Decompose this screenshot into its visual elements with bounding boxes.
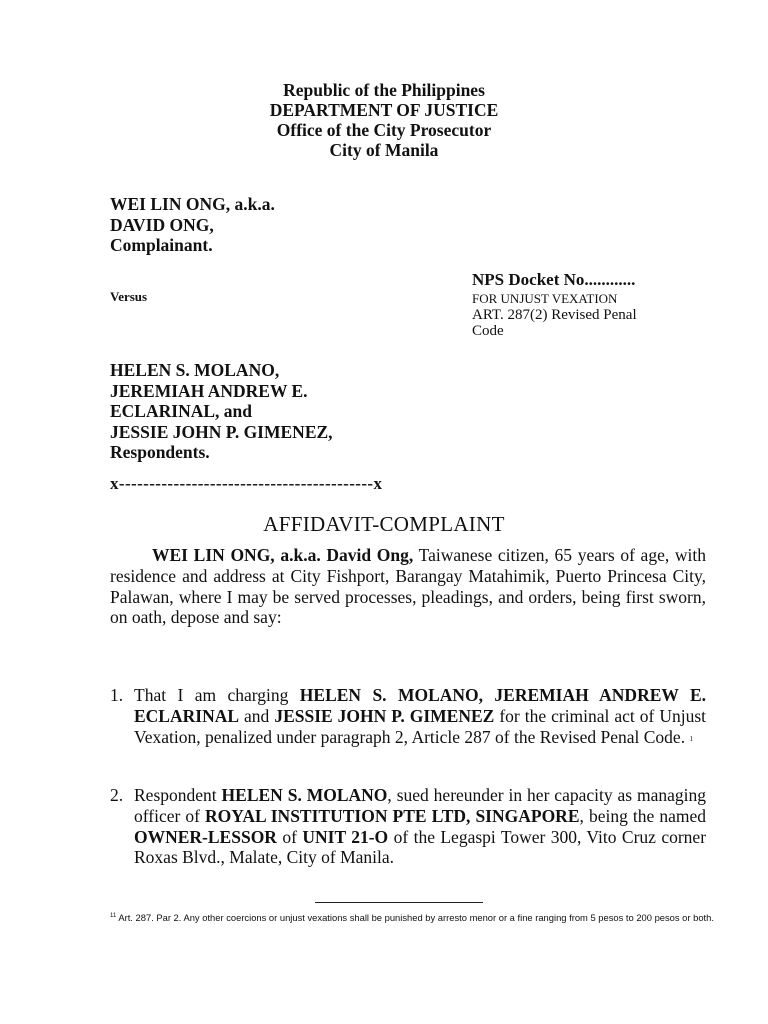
- complainant-block: [110, 194, 275, 256]
- allegation-item-1: [110, 685, 706, 747]
- item-text: of the Legaspi Tower 300, Vito Cruz corner Roxas Blvd., Malate, City of Manila.: [134, 826, 707, 868]
- item-number: 1.: [110, 685, 124, 705]
- footnote: [110, 910, 730, 925]
- respondents-label: Respondents.: [110, 442, 210, 462]
- footnote-divider: [315, 902, 483, 903]
- item-role-bold: OWNER-LESSOR: [134, 826, 277, 847]
- item-text: of: [282, 826, 297, 847]
- complainant-name: WEI LIN ONG, a.k.a.: [110, 194, 275, 214]
- complainant-label: Complainant.: [110, 235, 213, 255]
- complainant-alias: DAVID ONG,: [110, 214, 214, 235]
- footnote-text: Art. 287. Par 2. Any other coercions or unjust vexations shall be punished by arresto menor or a fine ranging from 5 pesos to 200 pesos or both.: [118, 912, 714, 924]
- item-text: for the criminal act of Unjust Vexation, penalized under paragraph 2, Article 287 of the Revised Penal Code.: [134, 705, 707, 747]
- document-title: AFFIDAVIT-COMPLAINT: [263, 512, 505, 536]
- header-republic: Republic of the Philippines: [283, 80, 485, 100]
- item-respondent-bold: JESSIE JOHN P. GIMENEZ: [274, 705, 495, 726]
- item-text: , being the named: [579, 805, 706, 826]
- respondent-line-2: JEREMIAH ANDREW E.: [110, 380, 308, 401]
- intro-paragraph: [110, 545, 706, 628]
- item-unit-bold: UNIT 21-O: [302, 826, 389, 847]
- item-text: Respondent: [134, 785, 217, 805]
- docket-article-code: Code: [472, 323, 504, 339]
- docket-number: NPS Docket No............: [472, 270, 636, 289]
- item-respondent-bold: HELEN S. MOLANO: [221, 785, 388, 805]
- intro-text: Taiwanese citizen, 65 years of age, with residence and address at City Fishport, Barangay Matahimik, Puerto Princesa City, Palawan, where I may be served processes, pleadings, and orders, being first sworn, on oath, depose and say:: [110, 545, 706, 628]
- versus-label: Versus: [110, 289, 148, 304]
- item-respondents-bold: HELEN S. MOLANO, JEREMIAH ANDREW E. ECLARINAL: [134, 685, 706, 726]
- docket-block: [472, 270, 722, 339]
- respondents-block: [110, 360, 333, 463]
- docket-charge: FOR UNJUST VEXATION: [472, 291, 618, 306]
- header-office: Office of the City Prosecutor: [276, 120, 492, 140]
- respondent-line-3: ECLARINAL, and: [110, 401, 252, 421]
- item-text: and: [244, 705, 270, 726]
- respondent-line-4: JESSIE JOHN P. GIMENEZ,: [110, 421, 333, 442]
- respondent-line-1: HELEN S. MOLANO,: [110, 360, 280, 380]
- docket-article: ART. 287(2) Revised Penal: [472, 307, 637, 323]
- item-number: 2.: [110, 785, 124, 805]
- item-company-bold: ROYAL INSTITUTION PTE LTD, SINGAPORE: [205, 805, 580, 826]
- intro-affiant-name: WEI LIN ONG, a.k.a. David Ong,: [152, 545, 414, 565]
- allegation-item-2: [110, 785, 706, 868]
- footnote-reference[interactable]: 1: [689, 734, 693, 743]
- document-header: [0, 80, 768, 160]
- header-city: City of Manila: [329, 140, 439, 160]
- footnote-mark: 11: [110, 913, 117, 919]
- header-department: DEPARTMENT OF JUSTICE: [269, 100, 499, 120]
- item-text: That I am charging: [134, 685, 289, 705]
- caption-separator: x------------------------------------------x: [110, 474, 383, 493]
- item-text: , sued hereunder in her capacity as managing officer of: [134, 785, 706, 826]
